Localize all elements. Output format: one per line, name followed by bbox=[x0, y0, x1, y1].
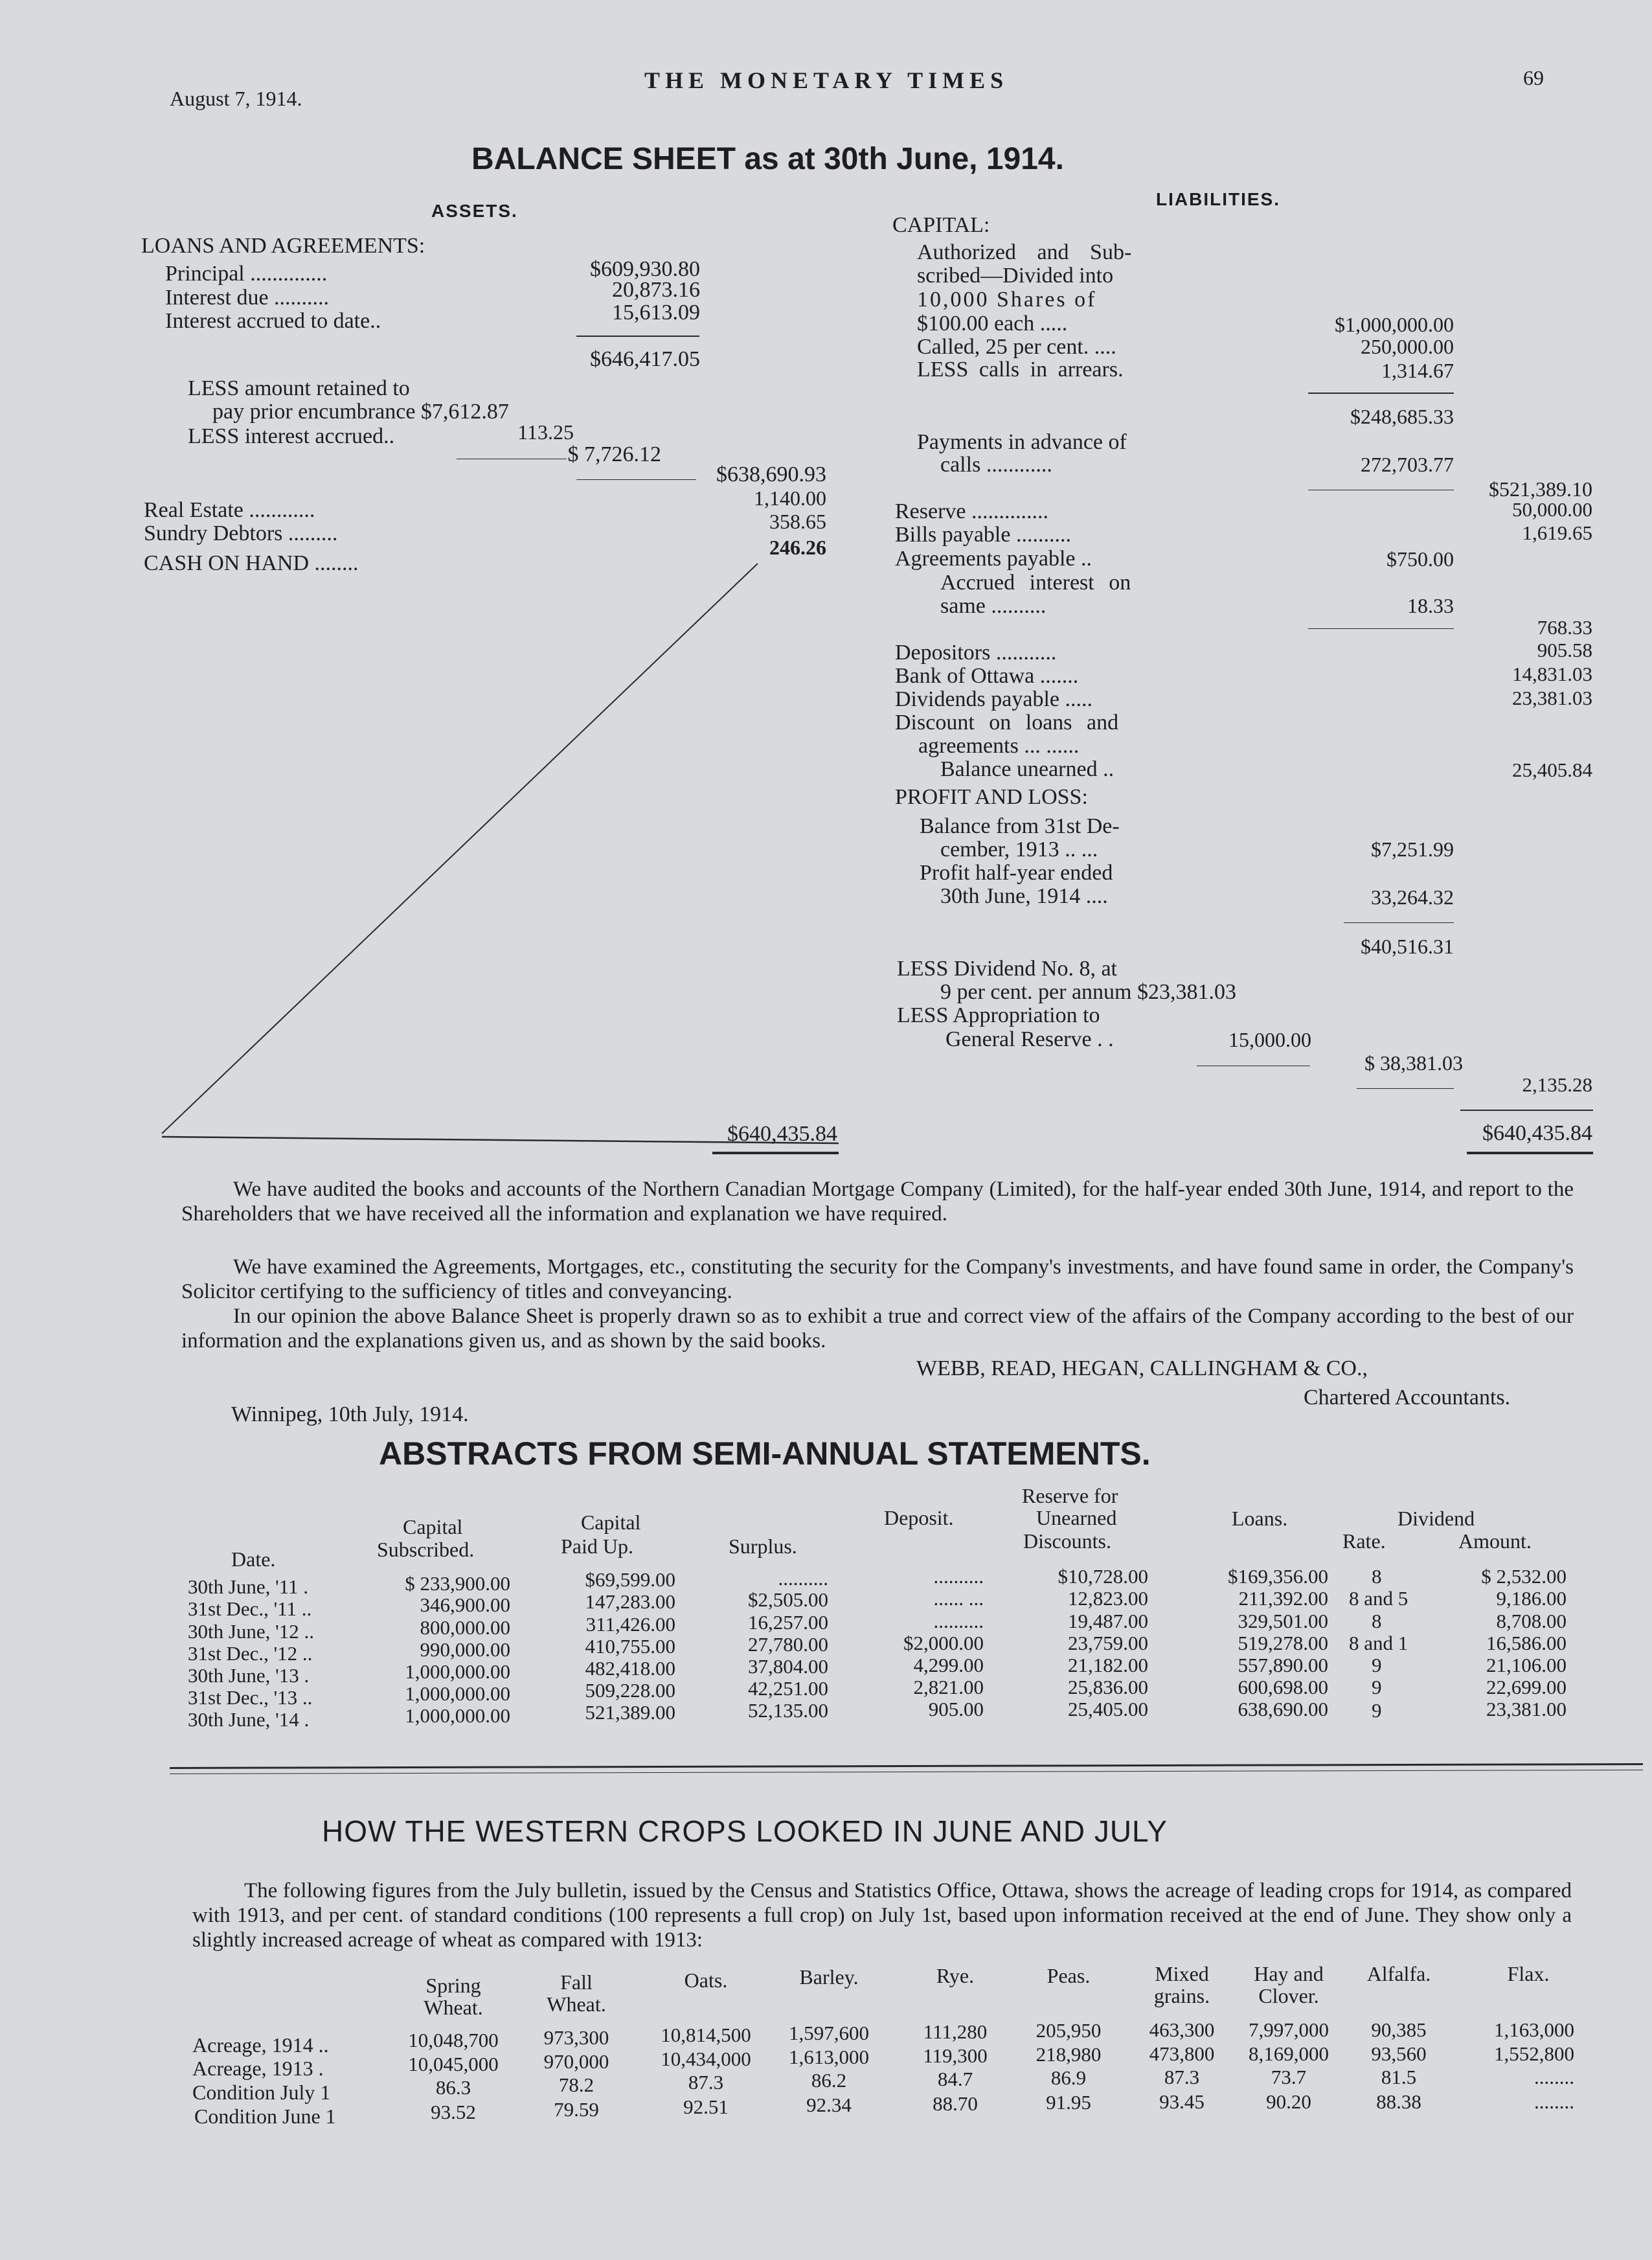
profit-line1: Profit half-year ended bbox=[920, 861, 1113, 885]
accrued-interest-line2: same .......... bbox=[940, 594, 1047, 618]
interest-due-label: Interest due .......... bbox=[165, 286, 330, 310]
authorized-line4: $100.00 each ..... bbox=[917, 312, 1068, 336]
col-cap-sub-1: Capital bbox=[403, 1515, 463, 1538]
less-dividend-line2: 9 per cent. per annum $23,381.03 bbox=[940, 980, 1236, 1004]
capital-heading: CAPITAL: bbox=[892, 213, 990, 237]
less-appropriation-line1: LESS Appropriation to bbox=[897, 1003, 1100, 1027]
accrued-interest-line1: Accrued interest on bbox=[940, 571, 1131, 595]
crop-cell: 88.38 bbox=[1376, 2090, 1421, 2113]
accrued-interest-amount: 18.33 bbox=[1407, 594, 1454, 617]
crop-cell: 92.34 bbox=[806, 2094, 852, 2116]
col-cap-paid-2: Paid Up. bbox=[561, 1535, 633, 1558]
discount-line2: agreements ... ...... bbox=[918, 734, 1080, 758]
crop-cell: 1,597,600 bbox=[789, 2022, 869, 2044]
crop-cell: 88.70 bbox=[933, 2092, 978, 2115]
bank-of-ottawa-amount: 14,831.03 bbox=[1512, 663, 1592, 685]
less-appropriation-amount: 15,000.00 bbox=[1228, 1028, 1311, 1051]
agreements-payable-label: Agreements payable .. bbox=[895, 547, 1092, 571]
crop-cell: 10,045,000 bbox=[408, 2053, 499, 2075]
cell-amount: 23,381.00 bbox=[1486, 1698, 1567, 1720]
called-amount: 250,000.00 bbox=[1361, 335, 1454, 358]
cell-surplus: 42,251.00 bbox=[748, 1677, 828, 1700]
cell-deposit: ...... ... bbox=[933, 1587, 984, 1610]
cell-paid: 482,418.00 bbox=[585, 1657, 675, 1680]
cell-date: 31st Dec., '12 .. bbox=[188, 1642, 313, 1665]
agreements-total: 768.33 bbox=[1537, 616, 1592, 639]
dividends-payable-label: Dividends payable ..... bbox=[895, 687, 1092, 711]
issue-date: August 7, 1914. bbox=[170, 87, 302, 110]
cell-amount: 22,699.00 bbox=[1486, 1676, 1567, 1698]
liabilities-heading: LIABILITIES. bbox=[1156, 189, 1280, 209]
crop-cell: 1,163,000 bbox=[1494, 2018, 1574, 2041]
crop-col-header: Alfalfa. bbox=[1366, 1962, 1431, 1985]
publication-title: THE MONETARY TIMES bbox=[644, 67, 1009, 93]
audit-place-date: Winnipeg, 10th July, 1914. bbox=[231, 1402, 469, 1426]
crop-cell: 86.2 bbox=[811, 2069, 847, 2092]
cell-rate: 8 and 1 bbox=[1349, 1632, 1409, 1654]
col-loans: Loans. bbox=[1232, 1507, 1288, 1530]
crop-cell: 93.52 bbox=[431, 2101, 476, 2123]
crop-cell: 84.7 bbox=[937, 2068, 973, 2090]
balance-amount: $7,251.99 bbox=[1371, 838, 1454, 861]
profit-amount: 33,264.32 bbox=[1371, 885, 1454, 909]
bills-payable-amount: 1,619.65 bbox=[1522, 521, 1592, 544]
less-total: $ 38,381.03 bbox=[1364, 1051, 1463, 1075]
crop-cell: 1,552,800 bbox=[1494, 2042, 1574, 2065]
cell-paid: 147,283.00 bbox=[585, 1590, 675, 1613]
depositors-amount: 905.58 bbox=[1537, 639, 1592, 661]
cell-subscribed: 990,000.00 bbox=[420, 1638, 510, 1661]
crop-row-label: Condition June 1 bbox=[194, 2105, 336, 2128]
balance-sheet-title: BALANCE SHEET as at 30th June, 1914. bbox=[471, 142, 1064, 176]
cell-surplus: 27,780.00 bbox=[748, 1633, 828, 1656]
audit-paragraph-2: We have examined the Agreements, Mortgages, etc., constituting the security for the Company's investments, and have found same in order, the Company's Solicitor certifying to the sufficiency of titles and conveyancing. bbox=[181, 1255, 1574, 1303]
net-loans: $638,690.93 bbox=[716, 462, 826, 486]
cell-reserve: 23,759.00 bbox=[1068, 1632, 1148, 1654]
cell-reserve: 21,182.00 bbox=[1068, 1654, 1148, 1676]
cell-loans: 638,690.00 bbox=[1238, 1698, 1328, 1720]
crop-cell: 473,800 bbox=[1149, 2042, 1215, 2065]
authorized-line1: Authorized and Sub- bbox=[917, 240, 1132, 264]
interest-accrued-label: Interest accrued to date.. bbox=[165, 309, 381, 333]
discount-line1: Discount on loans and bbox=[895, 711, 1119, 735]
cell-date: 30th June, '13 . bbox=[188, 1664, 310, 1687]
col-date: Date. bbox=[231, 1547, 276, 1571]
advance-amount: 272,703.77 bbox=[1361, 453, 1454, 476]
bills-payable-label: Bills payable .......... bbox=[895, 523, 1071, 547]
less-calls-label: LESS calls in arrears. bbox=[917, 358, 1124, 382]
crop-col-header: Fall Wheat. bbox=[547, 1970, 606, 2016]
cell-surplus: 52,135.00 bbox=[748, 1699, 828, 1722]
agreements-payable-amount: $750.00 bbox=[1386, 547, 1454, 571]
cell-surplus: .......... bbox=[778, 1567, 828, 1590]
sundry-debtors-value: 358.65 bbox=[769, 510, 826, 533]
crop-cell: 91.95 bbox=[1046, 2091, 1091, 2114]
col-reserve-1: Reserve for bbox=[1022, 1484, 1118, 1507]
cell-date: 30th June, '11 . bbox=[188, 1575, 309, 1598]
crop-row-label: Condition July 1 bbox=[192, 2081, 331, 2104]
authorized-line2: scribed—Divided into bbox=[917, 264, 1114, 288]
cell-subscribed: 346,900.00 bbox=[420, 1593, 510, 1616]
section-divider bbox=[170, 1763, 1643, 1769]
authorized-line3: 10,000 Shares of bbox=[917, 288, 1097, 312]
cell-amount: 8,708.00 bbox=[1496, 1610, 1567, 1632]
less-calls-amount: 1,314.67 bbox=[1381, 359, 1454, 382]
cell-paid: 410,755.00 bbox=[585, 1635, 675, 1658]
cell-loans: 329,501.00 bbox=[1238, 1610, 1328, 1632]
profit-loss-balance: 2,135.28 bbox=[1522, 1073, 1592, 1096]
cell-amount: $ 2,532.00 bbox=[1481, 1565, 1567, 1588]
cell-deposit: .......... bbox=[933, 1565, 984, 1588]
crop-cell: 87.3 bbox=[1164, 2066, 1200, 2088]
crop-cell: 79.59 bbox=[554, 2098, 599, 2121]
cell-subscribed: $ 233,900.00 bbox=[405, 1572, 510, 1595]
crop-col-header: Barley. bbox=[799, 1965, 859, 1989]
crop-cell: 78.2 bbox=[558, 2073, 594, 2096]
balance-line2: cember, 1913 .. ... bbox=[940, 838, 1098, 862]
abstracts-title: ABSTRACTS FROM SEMI-ANNUAL STATEMENTS. bbox=[379, 1435, 1151, 1472]
cell-date: 31st Dec., '13 .. bbox=[188, 1686, 313, 1709]
cell-subscribed: 1,000,000.00 bbox=[405, 1704, 510, 1727]
crop-cell: ........ bbox=[1534, 2066, 1574, 2088]
cell-loans: 557,890.00 bbox=[1238, 1654, 1328, 1676]
real-estate-value: 1,140.00 bbox=[754, 486, 826, 510]
cell-deposit: .......... bbox=[933, 1610, 984, 1632]
discount-amount: 25,405.84 bbox=[1512, 759, 1592, 781]
profit-line2: 30th June, 1914 .... bbox=[940, 884, 1108, 908]
crop-cell: 90.20 bbox=[1266, 2090, 1311, 2113]
crop-cell: 10,434,000 bbox=[661, 2048, 751, 2070]
cell-deposit: 4,299.00 bbox=[913, 1654, 984, 1676]
deduction-total: $ 7,726.12 bbox=[567, 442, 661, 466]
auditor-role: Chartered Accountants. bbox=[1304, 1386, 1511, 1410]
cell-rate: 9 bbox=[1372, 1654, 1382, 1676]
cell-amount: 9,186.00 bbox=[1496, 1587, 1567, 1610]
col-deposit: Deposit. bbox=[884, 1506, 954, 1529]
cash-on-hand-value: 246.26 bbox=[769, 536, 826, 559]
assets-cancel-line bbox=[0, 0, 842, 1159]
col-cap-paid-1: Capital bbox=[581, 1511, 641, 1534]
crop-cell: 973,300 bbox=[543, 2026, 609, 2049]
real-estate-label: Real Estate ............ bbox=[144, 498, 315, 522]
col-rate: Rate. bbox=[1342, 1529, 1386, 1553]
reserve-label: Reserve .............. bbox=[895, 499, 1049, 523]
profit-loss-subtotal: $40,516.31 bbox=[1361, 935, 1454, 958]
discount-line3: Balance unearned .. bbox=[940, 757, 1115, 781]
cell-reserve: 25,836.00 bbox=[1068, 1676, 1148, 1698]
col-dividend: Dividend bbox=[1397, 1507, 1475, 1530]
called-label: Called, 25 per cent. .... bbox=[917, 335, 1116, 359]
crop-cell: 1,613,000 bbox=[789, 2046, 869, 2068]
dividends-payable-amount: 23,381.03 bbox=[1512, 687, 1592, 709]
crop-cell: 8,169,000 bbox=[1249, 2042, 1329, 2065]
crop-cell: 10,814,500 bbox=[661, 2024, 751, 2046]
cell-loans: 600,698.00 bbox=[1238, 1676, 1328, 1698]
less-interest-accrued: LESS interest accrued.. bbox=[188, 424, 395, 448]
liabilities-total: $640,435.84 bbox=[1482, 1121, 1592, 1145]
cell-subscribed: 800,000.00 bbox=[420, 1616, 510, 1639]
cell-deposit: 2,821.00 bbox=[913, 1676, 984, 1698]
cell-loans: 211,392.00 bbox=[1238, 1587, 1328, 1610]
cell-loans: $169,356.00 bbox=[1228, 1565, 1328, 1588]
crop-cell: 205,950 bbox=[1035, 2019, 1102, 2042]
advance-line1: Payments in advance of bbox=[917, 430, 1127, 454]
less-retained-line2: pay prior encumbrance $7,612.87 bbox=[212, 400, 509, 424]
depositors-label: Depositors ........... bbox=[895, 641, 1057, 665]
cell-reserve: 19,487.00 bbox=[1068, 1610, 1148, 1632]
crop-cell: 90,385 bbox=[1371, 2018, 1427, 2041]
crop-cell: 92.51 bbox=[683, 2095, 729, 2118]
crop-cell: 119,300 bbox=[923, 2044, 988, 2067]
cell-rate: 8 and 5 bbox=[1349, 1587, 1409, 1610]
cell-amount: 16,586.00 bbox=[1486, 1632, 1567, 1654]
cell-surplus: 16,257.00 bbox=[748, 1611, 828, 1634]
crop-col-header: Rye. bbox=[936, 1964, 975, 1987]
cell-rate: 8 bbox=[1372, 1565, 1382, 1588]
crop-cell: 970,000 bbox=[543, 2050, 609, 2073]
cell-deposit: $2,000.00 bbox=[903, 1632, 984, 1654]
assets-total: $640,435.84 bbox=[727, 1122, 837, 1146]
less-appropriation-line2: General Reserve . . bbox=[945, 1027, 1114, 1051]
crop-col-header: Flax. bbox=[1507, 1962, 1550, 1985]
loans-heading: LOANS AND AGREEMENTS: bbox=[141, 234, 425, 258]
cell-surplus: 37,804.00 bbox=[748, 1655, 828, 1678]
col-surplus: Surplus. bbox=[729, 1535, 797, 1558]
crop-col-header: Hay and Clover. bbox=[1254, 1962, 1324, 2007]
crop-row-label: Acreage, 1913 . bbox=[192, 2057, 324, 2080]
less-retained-line1: LESS amount retained to bbox=[188, 376, 410, 400]
crop-cell: 93.45 bbox=[1159, 2090, 1205, 2113]
cell-subscribed: 1,000,000.00 bbox=[405, 1682, 510, 1705]
crop-cell: 87.3 bbox=[688, 2071, 724, 2094]
cell-deposit: 905.00 bbox=[928, 1698, 984, 1720]
crops-intro: The following figures from the July bulletin, issued by the Census and Statistics Office, Ottawa, shows the acreage of leading crops for 1914, as compared with 1913, and per cent. of standard conditions (100 represents a full crop) on July 1st, based upon information received at the end of June. They show only a slightly increased acreage of wheat as compared with 1913: bbox=[192, 1879, 1572, 1952]
cell-rate: 9 bbox=[1372, 1676, 1382, 1698]
cell-date: 30th June, '14 . bbox=[188, 1708, 310, 1731]
cell-surplus: $2,505.00 bbox=[748, 1588, 828, 1611]
crop-cell: 463,300 bbox=[1149, 2018, 1215, 2041]
crop-cell: 73.7 bbox=[1271, 2066, 1307, 2088]
col-reserve-3: Discounts. bbox=[1023, 1529, 1111, 1553]
crop-cell: 7,997,000 bbox=[1249, 2018, 1329, 2041]
crop-cell: 81.5 bbox=[1381, 2066, 1417, 2088]
cell-date: 31st Dec., '11 .. bbox=[188, 1597, 312, 1620]
crop-row-label: Acreage, 1914 .. bbox=[192, 2033, 329, 2057]
capital-net: $248,685.33 bbox=[1350, 405, 1454, 428]
crop-cell: ........ bbox=[1534, 2090, 1574, 2113]
reserve-amount: 50,000.00 bbox=[1512, 498, 1592, 521]
col-cap-sub-2: Subscribed. bbox=[377, 1538, 475, 1561]
crop-cell: 93,560 bbox=[1371, 2042, 1427, 2065]
cell-loans: 519,278.00 bbox=[1238, 1632, 1328, 1654]
page-number: 69 bbox=[1523, 66, 1544, 89]
cell-paid: 521,389.00 bbox=[585, 1701, 675, 1724]
cell-rate: 9 bbox=[1372, 1699, 1382, 1722]
loans-subtotal: $646,417.05 bbox=[590, 347, 700, 371]
cell-amount: 21,106.00 bbox=[1486, 1654, 1567, 1676]
assets-heading: ASSETS. bbox=[431, 201, 518, 221]
crop-cell: 10,048,700 bbox=[408, 2029, 499, 2051]
crop-cell: 86.9 bbox=[1050, 2066, 1087, 2089]
interest-due-value: 20,873.16 bbox=[612, 278, 700, 302]
advance-line2: calls ............ bbox=[940, 453, 1052, 477]
less-dividend-line1: LESS Dividend No. 8, at bbox=[897, 957, 1117, 981]
cell-reserve: $10,728.00 bbox=[1058, 1565, 1148, 1588]
cell-paid: 509,228.00 bbox=[585, 1679, 675, 1702]
cell-date: 30th June, '12 .. bbox=[188, 1620, 315, 1643]
crop-cell: 86.3 bbox=[435, 2076, 471, 2099]
profit-loss-heading: PROFIT AND LOSS: bbox=[895, 785, 1088, 809]
cell-rate: 8 bbox=[1372, 1610, 1382, 1632]
crop-col-header: Mixed grains. bbox=[1153, 1962, 1210, 2007]
sundry-debtors-label: Sundry Debtors ......... bbox=[144, 521, 338, 545]
cell-reserve: 25,405.00 bbox=[1068, 1698, 1148, 1720]
authorized-amount: $1,000,000.00 bbox=[1335, 313, 1454, 336]
crops-title: HOW THE WESTERN CROPS LOOKED IN JUNE AND JULY bbox=[322, 1814, 1168, 1848]
cell-paid: 311,426.00 bbox=[585, 1613, 675, 1636]
bank-of-ottawa-label: Bank of Ottawa ....... bbox=[895, 664, 1079, 688]
auditor-firm: WEBB, READ, HEGAN, CALLINGHAM & CO., bbox=[916, 1356, 1368, 1380]
principal-label: Principal .............. bbox=[165, 262, 328, 286]
balance-line1: Balance from 31st De- bbox=[920, 814, 1120, 838]
capital-total: $521,389.10 bbox=[1489, 477, 1592, 501]
audit-paragraph-3: In our opinion the above Balance Sheet is properly drawn so as to exhibit a true and correct view of the affairs of the Company according to the best of our information and the explanations given us, and as shown by the said books. bbox=[181, 1305, 1574, 1353]
principal-value: $609,930.80 bbox=[590, 257, 700, 281]
cell-reserve: 12,823.00 bbox=[1068, 1587, 1148, 1610]
cell-subscribed: 1,000,000.00 bbox=[405, 1660, 510, 1683]
cell-paid: $69,599.00 bbox=[585, 1568, 675, 1591]
crop-cell: 218,980 bbox=[1035, 2043, 1102, 2066]
less-interest-amount: 113.25 bbox=[517, 420, 574, 444]
crop-col-header: Spring Wheat. bbox=[424, 1974, 483, 2019]
interest-accrued-value: 15,613.09 bbox=[612, 301, 700, 325]
cash-on-hand-label: CASH ON HAND ........ bbox=[144, 551, 359, 575]
crop-cell: 111,280 bbox=[923, 2020, 988, 2043]
crop-col-header: Oats. bbox=[684, 1969, 728, 1992]
audit-paragraph-1: We have audited the books and accounts of the Northern Canadian Mortgage Company (Limited), for the half-year ended 30th June, 1914, and report to the Shareholders that we have received all the information and explanation we have required. bbox=[181, 1178, 1574, 1226]
col-reserve-2: Unearned bbox=[1036, 1506, 1117, 1529]
col-amount: Amount. bbox=[1458, 1529, 1532, 1553]
crop-col-header: Peas. bbox=[1047, 1964, 1091, 1987]
